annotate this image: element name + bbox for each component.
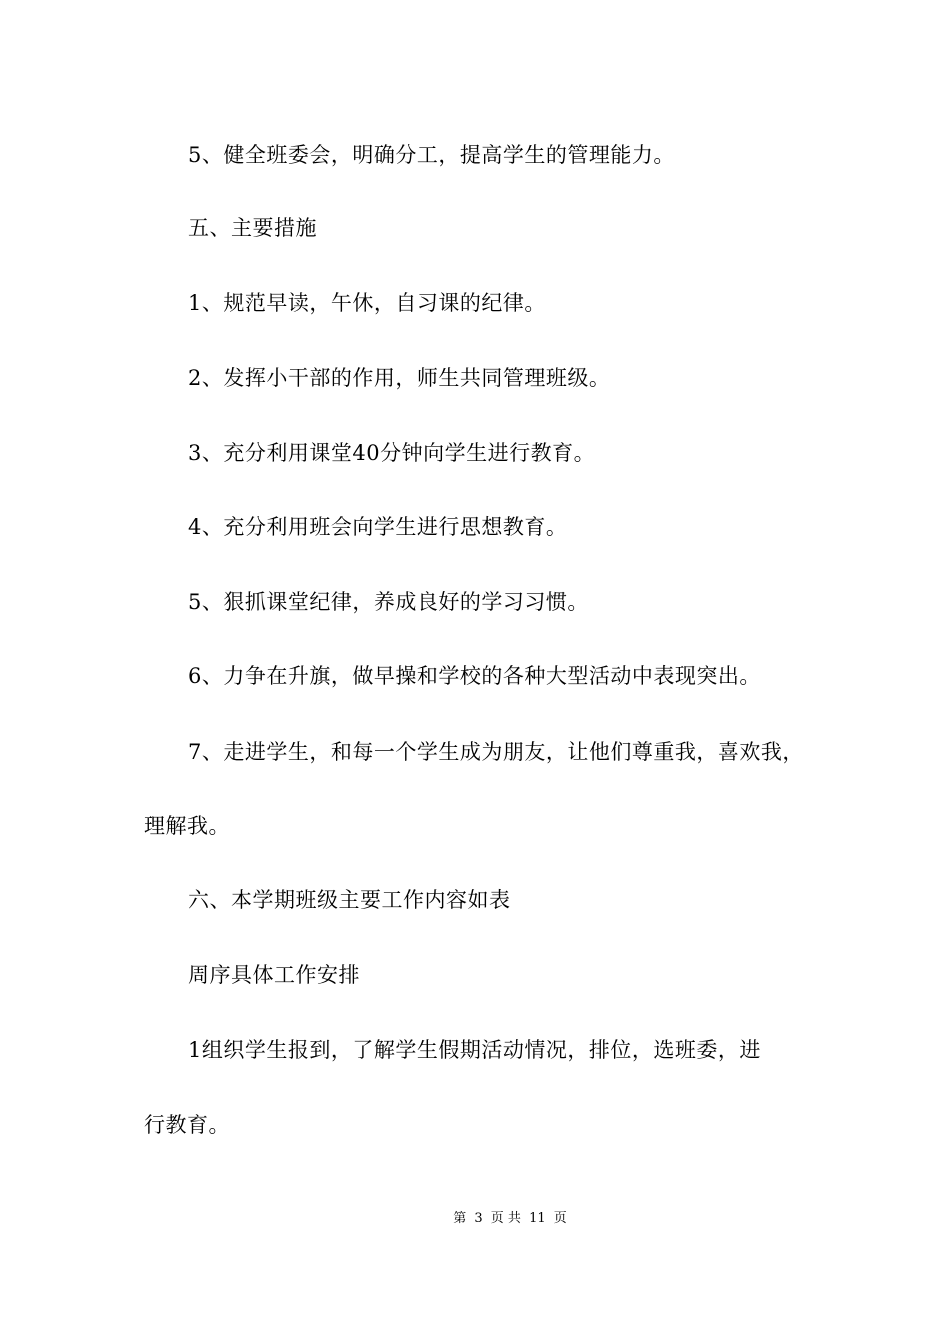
section-heading-6: 六、本学期班级主要工作内容如表 [188,888,511,912]
paragraph-measure-5: 5、狠抓课堂纪律，养成良好的学习习惯。 [188,590,589,614]
paragraph-goal-5: 5、健全班委会，明确分工，提高学生的管理能力。 [188,143,675,167]
paragraph-measure-3: 3、充分利用课堂40分钟向学生进行教育。 [188,441,596,465]
paragraph-measure-1: 1、规范早读，午休，自习课的纪律。 [188,291,546,315]
footer-total-pages: 11 [529,1211,546,1226]
footer-suffix: 页 [553,1211,567,1226]
paragraph-measure-7-cont: 理解我。 [144,814,230,838]
footer-current-page: 3 [474,1211,483,1226]
footer-middle: 页 共 [490,1211,521,1226]
table-header-text: 周序具体工作安排 [188,963,360,987]
paragraph-measure-2: 2、发挥小干部的作用，师生共同管理班级。 [188,366,611,390]
paragraph-measure-6: 6、力争在升旗，做早操和学校的各种大型活动中表现突出。 [188,664,761,688]
paragraph-week-1-cont: 行教育。 [144,1113,230,1137]
paragraph-measure-7: 7、走进学生，和每一个学生成为朋友，让他们尊重我，喜欢我， [188,740,804,764]
paragraph-week-1: 1组织学生报到，了解学生假期活动情况，排位，选班委，进 [188,1038,761,1062]
paragraph-measure-4: 4、充分利用班会向学生进行思想教育。 [188,515,568,539]
section-heading-5: 五、主要措施 [188,216,317,240]
footer-prefix: 第 [453,1211,467,1226]
page-footer [0,1210,950,1228]
